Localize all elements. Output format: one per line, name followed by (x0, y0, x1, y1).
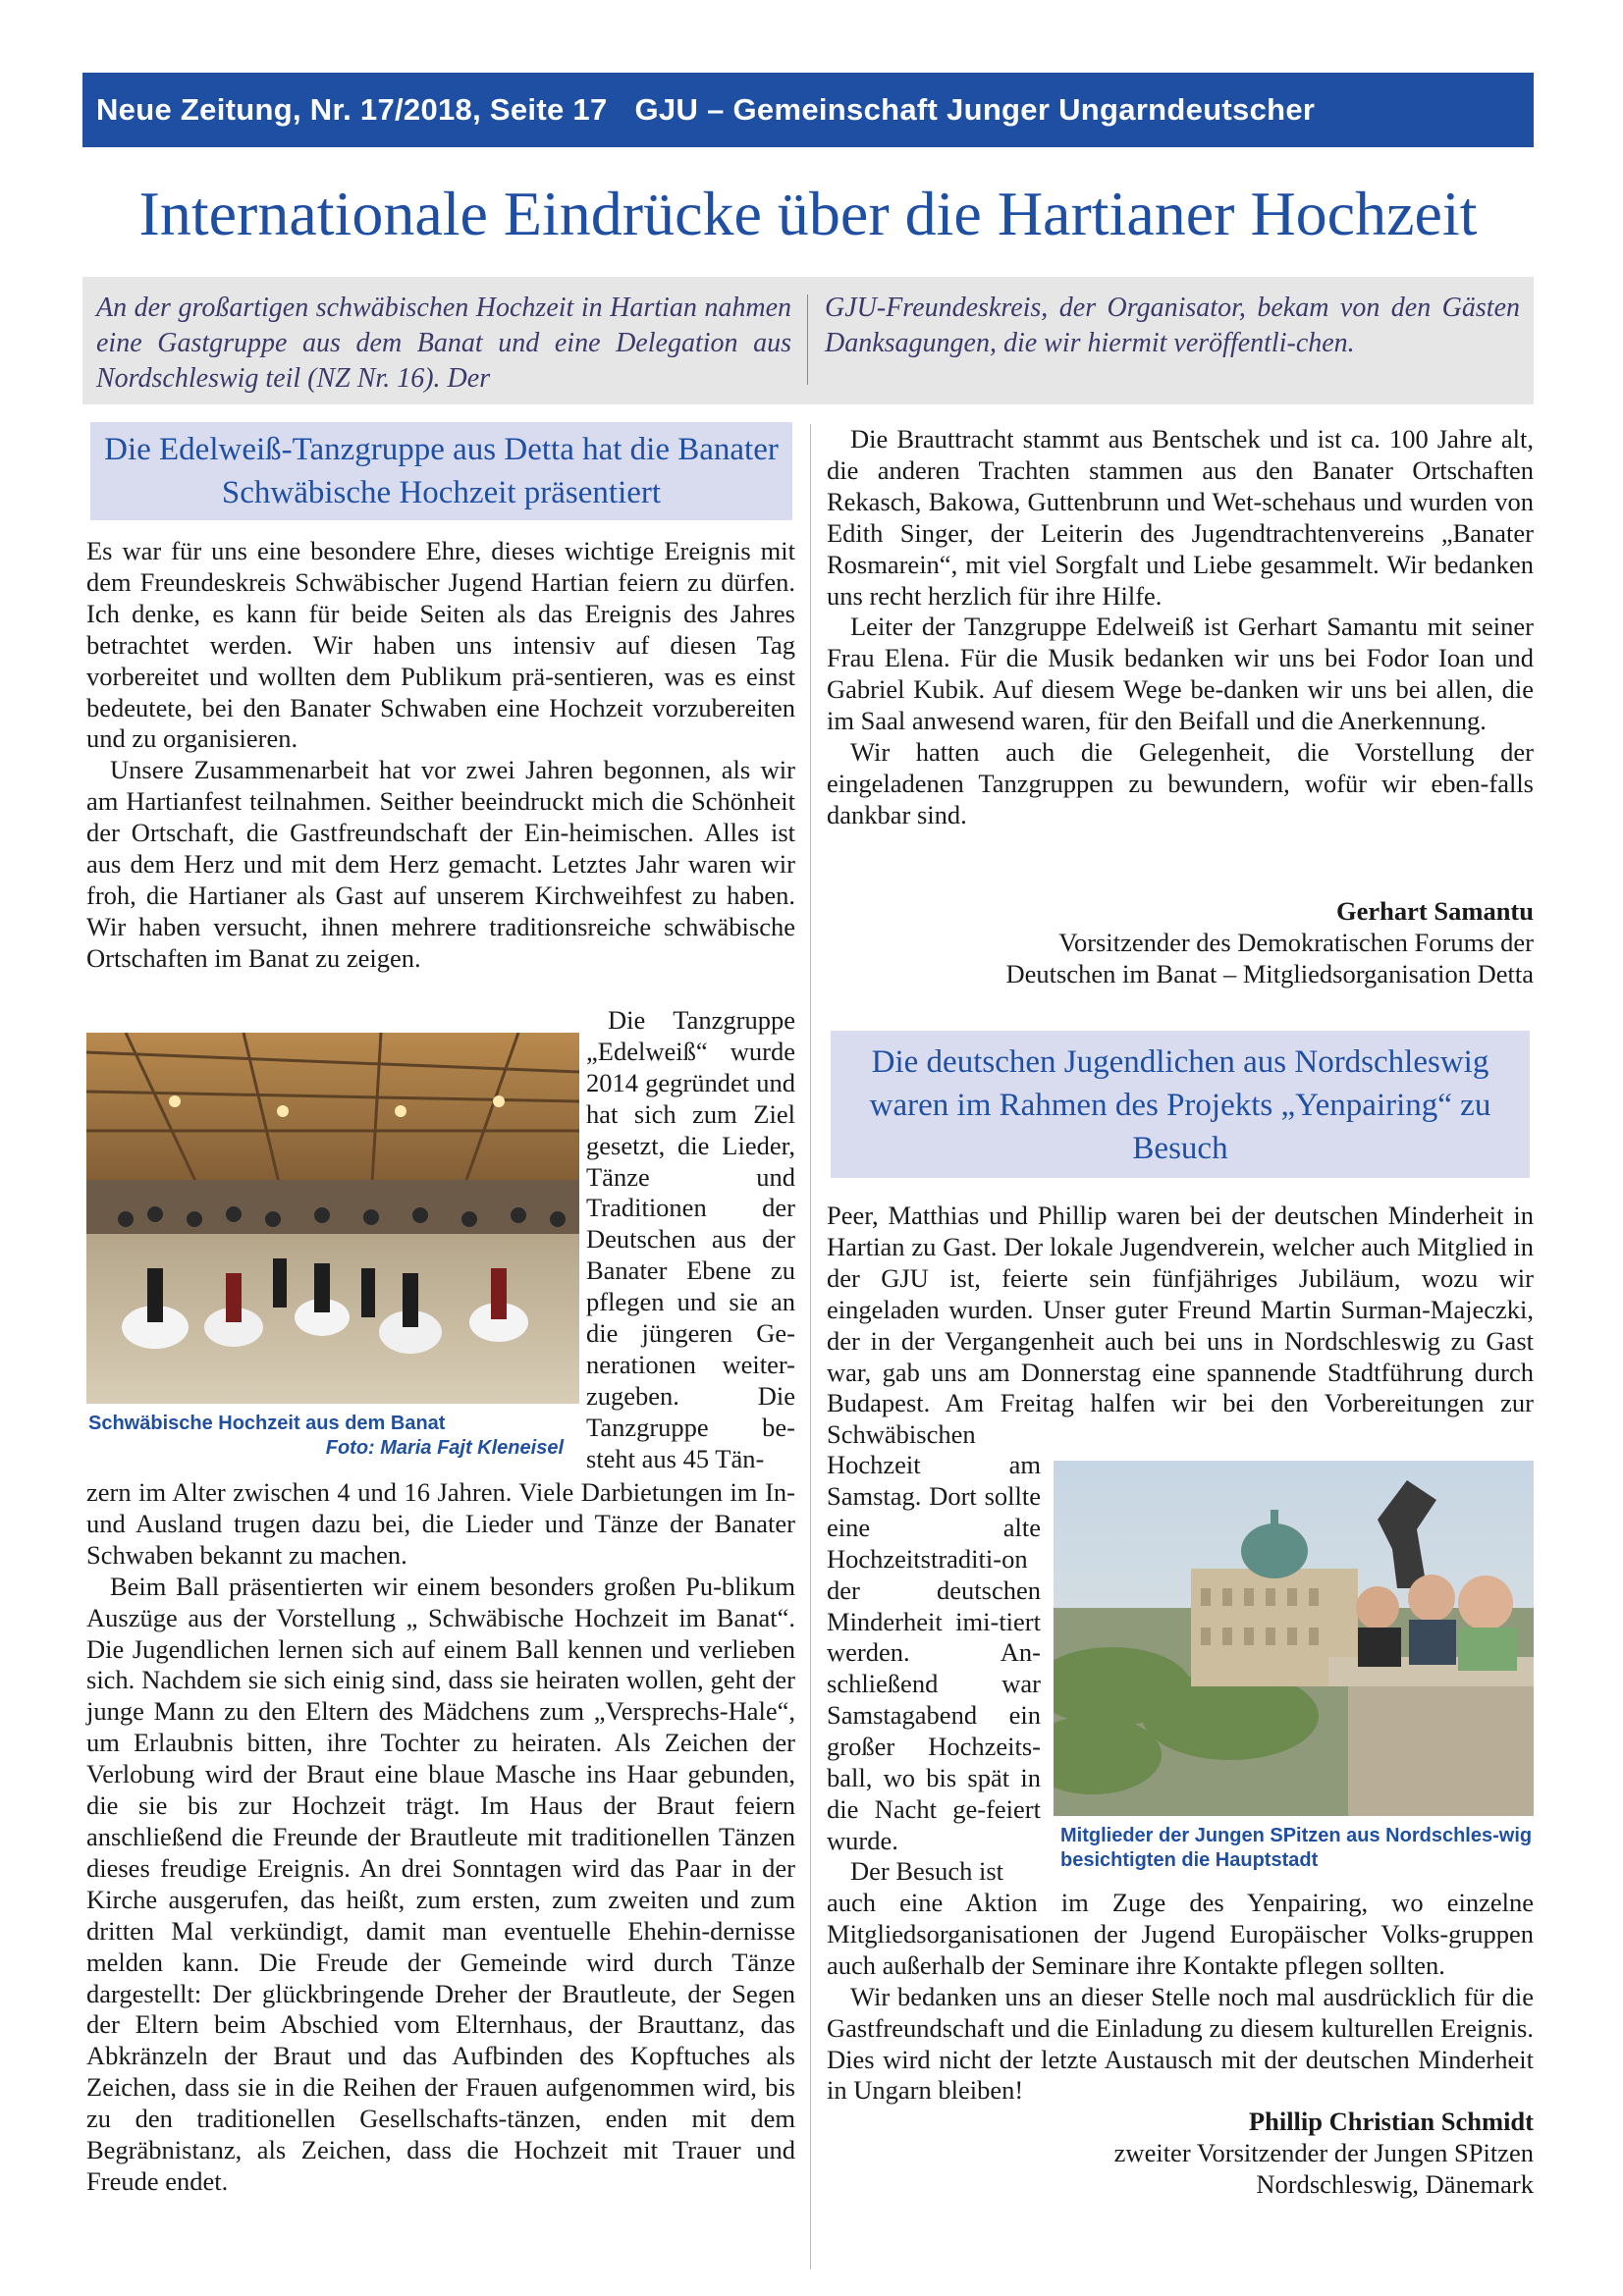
photo1-credit: Foto: Maria Fajt Kleneisel (325, 1437, 564, 1459)
article2-paragraph-3: Wir bedanken uns an dieser Stelle noch mal ausdrücklich für die Gastfreundschaft und die Einladung zu diesem kulturellen Ereignis. Dies wird nicht der letzte Austausch mit der deutschen Minderheit in Ungarn bleiben! (827, 1981, 1534, 2106)
article1-paragraph-3-rest: zern im Alter zwischen 4 und 16 Jahren. Viele Darbietungen im In- und Ausland trugen dazu bei, die Lieder und Tänze der Banater Schwaben bekannt zu machen. (86, 1477, 795, 1570)
article2-paragraph-2-rest: auch eine Aktion im Zuge des Yenpairing, wo einzelne Mitgliedsorganisationen der Jugend Europäischer Volks-gruppen auch außerhalb der Seminare ihre Kontakte pflegen sollten. (827, 1888, 1534, 1980)
article1-body-bottom (86, 1477, 795, 2198)
article2-wrap-text: Hochzeit am Samstag. Dort sollte eine alte Hochzeitstraditi-on der deutschen Minderheit imi-tiert werden. An-schließend war Samstagabend ein großer Hochzeits-ball, wo bis spät in die Nacht ge-feiert wurde. (827, 1450, 1041, 1855)
article2-signature-role-1: zweiter Vorsitzender der Jungen SPitzen (1113, 2138, 1534, 2167)
article1-signature-role-1: Vorsitzender des Demokratischen Forums der (1058, 928, 1534, 957)
budapest-visit-photo-image (1054, 1461, 1534, 1816)
article1-paragraph-2: Unsere Zusammenarbeit hat vor zwei Jahren begonnen, als wir am Hartianfest teilnahmen. Seither beeindruckt mich die Schönheit der Ortschaft, die Gastfreundschaft der Ein-heimischen. Alles ist aus dem Herz und mit dem Herz gemacht. Letztes Jahr waren wir froh, die Hartianer als Gast auf unserem Kirchweihfest zu haben. Wir haben versucht, ihnen mehrere traditionsreiche schwäbische Ortschaften im Banat zu zeigen. (86, 755, 795, 973)
article1-paragraph-4: Beim Ball präsentierten wir einem besonders großen Pu-blikum Auszüge aus der Vorstellung „ Schwäbische Hochzeit im Banat“. Die Jugendlichen lernen sich auf einem Ball kennen und verlieben sich. Nachdem sie sich einig sind, dass sie heiraten wollen, geht der junge Mann zu den Eltern des Mädchens zum „Versprechs-Hale“, um Erlaubnis bitten, ihre Tochter zu heiraten. Als Zeichen der Verlobung wird der Braut eine blaue Masche ins Haar gebunden, die sie bis zur Hochzeit trägt. Im Haus der Braut feiern anschließend die Freunde der Brautleute mit traditionellen Tänzen dieses freudige Ereignis. An drei Sonntagen wird das Paar in der Kirche ausgerufen, das heißt, zum ersten, zum zweiten und zum dritten Mal verkündigt, damit man eventuelle Ehehin-dernisse melden kann. Die Freude der Gemeinde wird durch Tänze dargestellt: Der glückbringende Dreher der Brautleute, der Segen der Eltern beim Abschied vom Elternhaus, der Brauttanz, das Abkränzeln der Braut und das Aufbinden des Kopftuches als Zeichen, dass sie in die Reihen der Frauen aufgenommen wird, bis zu den traditionellen Gesellschafts-tänzen, enden mit dem Begräbnistanz, als Zeichen, dass die Hochzeit mit Trauer und Freude endet. (86, 1571, 795, 2196)
article1-body-continued (827, 424, 1534, 831)
lead-text-right: GJU-Freundeskreis, der Organisator, bekam von den Gästen Danksagungen, die wir hiermit veröffentli-chen. (825, 293, 1520, 358)
wedding-dance-photo (86, 1033, 579, 1404)
article1-wrap-text: Die Tanzgruppe „Edelweiß“ wurde 2014 gegründet und hat sich zum Ziel gesetzt, die Lieder, Tänze und Traditionen der Deutschen aus der Banater Ebene zu pflegen und sie an die jüngeren Ge-nerationen weiter-zugeben. Die Tanzgruppe be-steht aus 45 Tän- (586, 1005, 795, 1473)
lead-text-left: An der großartigen schwäbischen Hochzeit in Hartian nahmen eine Gastgruppe aus dem Banat und eine Delegation aus Nordschleswig teil (NZ Nr. 16). Der (96, 293, 791, 394)
photo2-caption: Mitglieder der Jungen SPitzen aus Nordschles-wig besichtigten die Hauptstadt (1060, 1825, 1533, 1871)
article2-heading: Die deutschen Jugendlichen aus Nordschleswig waren im Rahmen des Projekts „Yenpairing“ zu Besuch (831, 1031, 1530, 1178)
article1-paragraph-6: Leiter der Tanzgruppe Edelweiß ist Gerhart Samantu mit seiner Frau Elena. Für die Musik bedanken wir uns bei Fodor Ioan und Gabriel Kubik. Auf diesem Wege be-danken wir uns bei allen, die im Saal anwesend waren, für den Beifall und die Anerkennung. (827, 612, 1534, 736)
article1-heading: Die Edelweiß-Tanzgruppe aus Detta hat die Banater Schwäbische Hochzeit präsentiert (90, 422, 792, 520)
article2-body-top (827, 1201, 1534, 1451)
article1-paragraph-7: Wir hatten auch die Gelegenheit, die Vorstellung der eingeladenen Tanzgruppen zu bewundern, wofür wir eben-falls dankbar sind. (827, 737, 1534, 829)
article1-signature-name: Gerhart Samantu (1336, 896, 1534, 926)
article2-paragraph-1: Peer, Matthias und Phillip waren bei der deutschen Minderheit in Hartian zu Gast. Der lokale Jugendverein, welcher auch Mitglied in der GJU ist, feierte sein fünfjähriges Jubiläum, wozu wir eingeladen wurden. Unser guter Freund Martin Surman-Majeczki, der in der Vergangenheit auch bei uns in Nordschleswig zu Gast war, gab uns am Donnerstag eine spannende Stadtführung durch Budapest. Am Freitag halfen wir bei den Vorbereitungen zur Schwäbischen (827, 1201, 1534, 1450)
lead-divider (807, 294, 808, 385)
newspaper-header-bar (82, 73, 1534, 147)
article1-body-top (86, 536, 795, 975)
article2-signature-role-2: Nordschleswig, Dänemark (1256, 2169, 1534, 2199)
photo1-caption: Schwäbische Hochzeit aus dem Banat (88, 1413, 446, 1434)
column-rule (810, 424, 811, 2269)
issue-info: Neue Zeitung, Nr. 17/2018, Seite 17 (96, 92, 608, 127)
budapest-visit-photo (1054, 1461, 1534, 1816)
article1-signature-role-2: Deutschen im Banat – Mitgliedsorganisation Detta (1005, 959, 1534, 988)
page-title: Internationale Eindrücke über die Hartianer Hochzeit (138, 179, 1478, 248)
wedding-dance-photo-image (86, 1033, 579, 1404)
article1-paragraph-1: Es war für uns eine besondere Ehre, dieses wichtige Ereignis mit dem Freundeskreis Schwäbischer Jugend Hartian feiern zu dürfen. Ich denke, es kann für beide Seiten als das Ereignis des Jahres betrachtet werden. Wir haben uns intensiv auf diesen Tag vorbereitet und wollten dem Publikum prä-sentieren, was es einst bedeutete, bei den Banater Schwaben eine Hochzeit vorzubereiten und zu organisieren. (86, 536, 795, 754)
article2-wrap-text-2: Der Besuch ist (850, 1856, 1004, 1886)
lead-box (82, 277, 1534, 404)
article1-paragraph-5: Die Brauttracht stammt aus Bentschek und ist ca. 100 Jahre alt, die anderen Trachten stammen aus den Banater Ortschaften Rekasch, Bakowa, Guttenbrunn und Wet-schehaus und wurden von Edith Singer, der Leiterin des Jugendtrachtenvereins „Banater Rosmarein“, mit viel Sorgfalt und Liebe gesammelt. Wir bedanken uns recht herzlich für ihre Hilfe. (827, 424, 1534, 611)
section-name: GJU – Gemeinschaft Junger Ungarndeutscher (634, 92, 1316, 127)
article2-body-bottom (827, 1888, 1534, 2107)
article2-signature-name: Phillip Christian Schmidt (1248, 2107, 1534, 2136)
